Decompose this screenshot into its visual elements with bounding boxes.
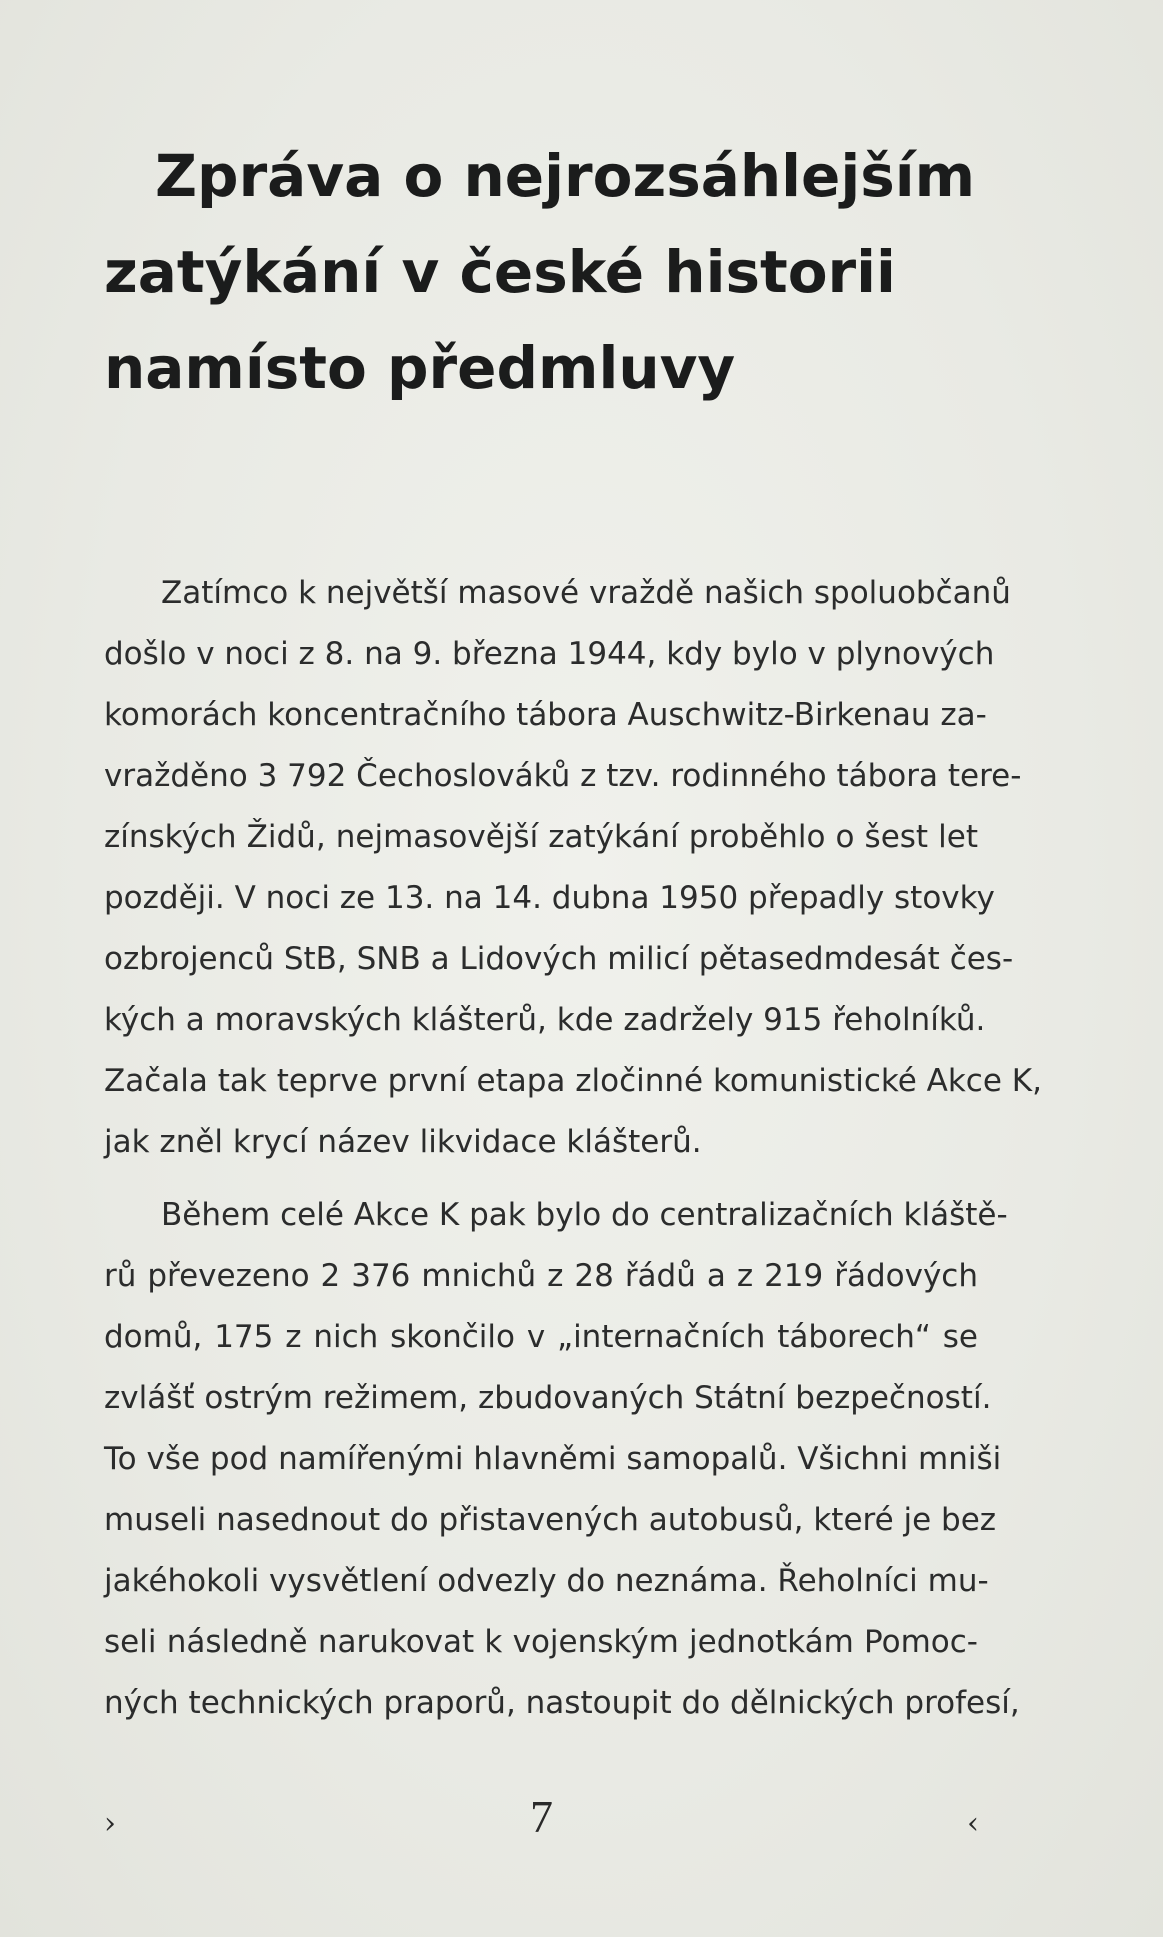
text-line: domů, 175 z nich skončilo v „internačních táborech“ se <box>104 1319 978 1355</box>
text-line: zvlášť ostrým režimem, zbudovaných Státní bezpečností. <box>104 1380 992 1416</box>
text-line: ozbrojenců StB, SNB a Lidových milicí pětasedmdesát čes- <box>104 941 1014 977</box>
text-line: seli následně narukovat k vojenským jednotkám Pomoc- <box>104 1624 978 1660</box>
text-line: Během celé Akce K pak bylo do centralizačních kláště- <box>161 1197 1008 1233</box>
title-line: namísto předmluvy <box>104 334 736 402</box>
text-line: jakéhokoli vysvětlení odvezly do neznáma. Řeholníci mu- <box>104 1563 989 1599</box>
text-line: To vše pod namířenými hlavněmi samopalů. Všichni mniši <box>104 1441 1002 1477</box>
title-line: Zpráva o nejrozsáhlejším <box>155 142 976 210</box>
text-line: vražděno 3 792 Čechoslováků z tzv. rodinného tábora tere- <box>104 758 1022 794</box>
right-page-marker: ‹ <box>967 1806 979 1841</box>
text-line: došlo v noci z 8. na 9. března 1944, kdy bylo v plynových <box>104 636 995 672</box>
text-line: Začala tak teprve první etapa zločinné komunistické Akce K, <box>104 1063 1042 1099</box>
text-line: jak zněl krycí název likvidace klášterů. <box>104 1124 702 1160</box>
text-line: později. V noci ze 13. na 14. dubna 1950 přepadly stovky <box>104 880 995 916</box>
page-footer <box>0 1790 1163 1850</box>
paragraph <box>104 563 1042 1173</box>
text-line: zínských Židů, nejmasovější zatýkání proběhlo o šest let <box>104 819 978 855</box>
text-line: kých a moravských klášterů, kde zadržely 915 řeholníků. <box>104 1002 986 1038</box>
paragraph-gap <box>104 1173 978 1185</box>
text-line: Zatímco k největší masové vraždě našich spoluobčanů <box>161 575 1011 611</box>
text-line: komorách koncentračního tábora Auschwitz-Birkenau za- <box>104 697 987 733</box>
text-line: museli nasednout do přistavených autobusů, které je bez <box>104 1502 997 1538</box>
text-line: rů převezeno 2 376 mnichů z 28 řádů a z 219 řádových <box>104 1258 978 1294</box>
title-line: zatýkání v české historii <box>104 238 896 306</box>
body-text <box>104 563 1042 1734</box>
paragraph <box>104 1185 1020 1734</box>
chapter-title <box>104 128 1024 416</box>
page-number: 7 <box>530 1791 553 1842</box>
left-page-marker: › <box>104 1806 116 1841</box>
text-line: ných technických praporů, nastoupit do dělnických profesí, <box>104 1685 1020 1721</box>
